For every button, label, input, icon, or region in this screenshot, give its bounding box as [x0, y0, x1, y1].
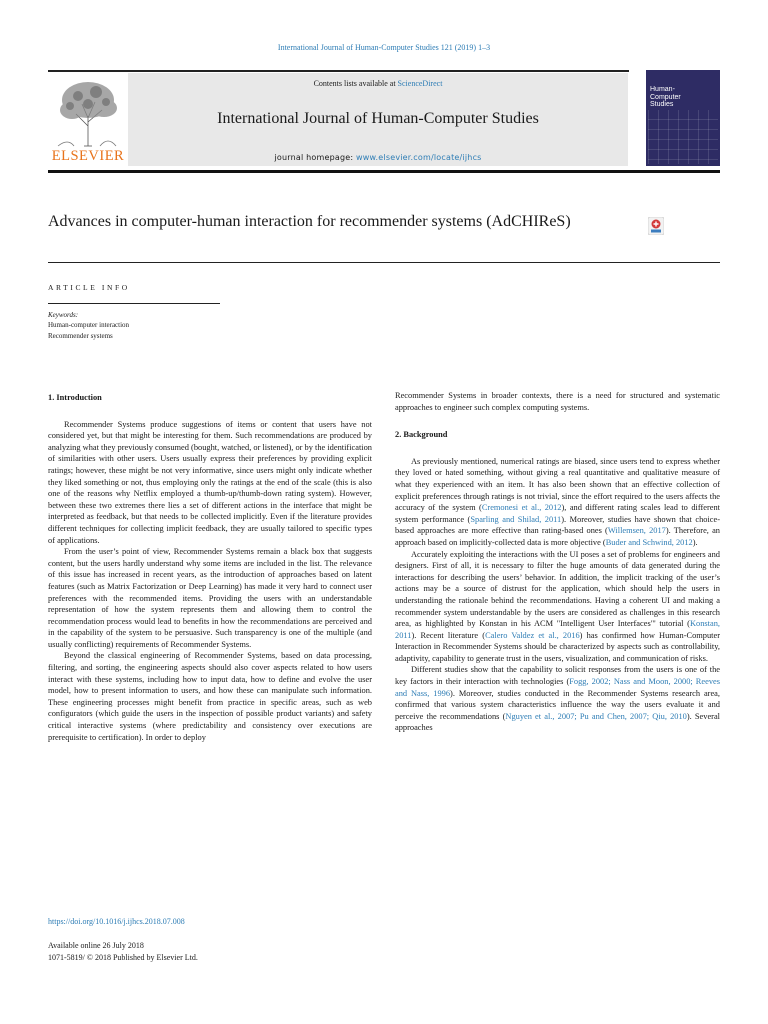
contents-line [128, 79, 628, 88]
paragraph-text: ). Recent literature ( [411, 630, 486, 640]
journal-homepage-line [128, 153, 628, 162]
reference-link[interactable]: Buder and Schwind, 2012 [605, 537, 693, 547]
paragraph-text: ), and different rating scales lead to different system performance ( [395, 503, 720, 524]
header-rule-top [48, 70, 629, 72]
article-info-heading: ARTICLE INFO [48, 283, 130, 292]
reference-link[interactable]: Nguyen et al., 2007; Pu and Chen, 2007; Qiu, 2010 [505, 711, 687, 721]
article-info-rule [48, 303, 220, 304]
header-rule-thick [48, 170, 720, 173]
article-title: Advances in computer-human interaction for recommender systems (AdCHIReS) [48, 213, 571, 230]
doi-link[interactable]: https://doi.org/10.1016/j.ijhcs.2018.07.008 [48, 917, 185, 926]
homepage-link[interactable]: www.elsevier.com/locate/ijhcs [356, 153, 482, 162]
elsevier-wordmark: ELSEVIER [51, 148, 125, 164]
paragraph-text: ). Moreover, studies conducted in the Recommender Systems research area, confirmed that various system characteristics influence the way the users evaluate it and perceive the recommendations ( [395, 688, 720, 721]
reference-link[interactable]: Fogg, 2002; Nass and Moon, 2000; Reeves and Nass, 1996 [395, 677, 720, 698]
paragraph [395, 456, 720, 549]
paragraph: Beyond the classical engineering of Recommender Systems, based on data processing, filtering, and sorting, the engineering aspects should also cover aspects related to how users interact with these systems, including how to input data, how to define and evolve the user model, how to present information to users, and how these can manipulate such information. These engineering processes might benefit from practice in specific areas, such as web configurators (which guide the users in the inspection of possible product variants) and safety critical interactive systems (where predictability and consistency over executions are prerequisite to certification). In order to deploy [48, 651, 372, 742]
journal-name: International Journal of Human-Computer Studies [217, 110, 539, 127]
sciencedirect-link[interactable]: ScienceDirect [397, 79, 443, 88]
body-column-right [395, 390, 720, 734]
paragraph-text: Different studies show that the capability to solicit responses from the users is one of the key factors in their interaction with technologies ( [395, 665, 720, 687]
available-online-date: Available online 26 July 2018 [48, 941, 144, 950]
keyword-item: Recommender systems [48, 332, 113, 340]
paragraph-text: Accurately exploiting the interactions with the UI poses a set of problems for engineers and designers. First of all, it is necessary to filter the huge amounts of data generated during the interactions for describing the users’ behavior. In addition, the implicit tracking of the user’s actions may be a source of distrust for the application, which should help the users in understanding the rationale behind the recommendations. Having a coherent UI and making a recommender system understandable by the users are considered as challenges in this research area, as highlighted by Konstan in his ACM "Intelligent User Interfaces"' tutorial ( [395, 549, 720, 629]
reference-link[interactable]: Calero Valdez et al., 2016 [485, 630, 580, 640]
journal-citation[interactable]: International Journal of Human-Computer Studies 121 (2019) 1–3 [277, 43, 491, 52]
paragraph-text: ) has confirmed how Human-Computer Interaction in Recommender Systems should be characterized by aspects such as controllability, adaptivity, capability to generate trust in the users, visualization, and communication of risks. [395, 630, 720, 663]
body-column-left [48, 392, 372, 743]
journal-cover-image [646, 70, 720, 166]
section-heading-introduction: 1. Introduction [48, 393, 102, 402]
paragraph [395, 549, 720, 665]
paragraph-text: ). Therefore, an approach based on implicitly-collected data is more objective ( [395, 526, 720, 547]
paragraph-text: ). Several approaches [395, 711, 721, 733]
keyword-item: Human-computer interaction [48, 321, 130, 329]
contents-prefix: Contents lists available at [313, 79, 398, 88]
paragraph [395, 664, 720, 734]
title-rule [48, 262, 720, 263]
cover-title: Human- Computer Studies [650, 86, 681, 108]
keywords-label: Keywords: [48, 311, 79, 319]
section-heading-background: 2. Background [395, 430, 448, 440]
reference-link[interactable]: Sparling and Shilad, 2011 [470, 514, 562, 524]
paragraph-text: ). Moreover, studies have shown that choice-based approaches are more effective than rating-based ones ( [395, 514, 720, 536]
homepage-prefix: journal homepage: [274, 153, 357, 162]
paragraph: Recommender Systems in broader contexts, there is a need for structured and systematic approaches to engineer such complex computing systems. [395, 391, 720, 412]
cover-pattern [648, 110, 718, 164]
reference-link[interactable]: Cremonesi et al., 2012 [481, 503, 562, 513]
issn-copyright: 1071-5819/ © 2018 Published by Elsevier Ltd. [48, 953, 198, 962]
reference-link[interactable]: Konstan, 2011 [395, 619, 720, 640]
paragraph-text: As previously mentioned, numerical ratings are biased, since users tend to express whether they loved or hated something, without giving a real quantitative and qualitative measure of what they experienced with an item. It has also been shown that an effective collection of explicit preferences through ratings is not trivial, since the effort required to the users affects the accuracy of the system ( [395, 456, 720, 513]
paragraph-text: ). [692, 537, 698, 547]
paragraph: From the user’s point of view, Recommender Systems remain a black box that suggests content, but the users hardly understand why some items are included in the list. The relevance of this issue has increased in recent years, as the introduction of approaches based on latent features (such as Matrix Factorization or Deep Learning) has made it very hard to connect user preferences with the recommended items. Providing the users with an understandable representation of how the system represents them and allowing them to control the recommendation process would lead to benefits in how the recommendations are perceived and in the capability of the system to be persuasive. Such transparency is one of the multiple (and usually conflicting) requirements of Recommender Systems. [48, 547, 372, 649]
crossmark-icon[interactable] [648, 217, 664, 235]
reference-link[interactable]: Willemsen, 2017 [607, 526, 666, 536]
paragraph: Recommender Systems produce suggestions of items or content that users have not considered yet, but that might be interesting for them. Such recommendations are produced by analyzing what they previously consumed (bought, watched, or listened), or by the identification of similarities with other users. Users usually express their preferences by providing explicit ratings; however, these might be not very informative, since users might only indicate whether they liked something or not, thus employing only the ratings at the end of the scale (this is also one of the reasons why Netflix employed a thumb-up/thumb-down rating system). However, between these two extremes there lies a set of different actions in the interface that might be interpreted as feedback, but that needs to be collected implicitly. Even if the literature provides different techniques for collecting implicit feedback, they are usually tailored to specific types of applications. [48, 419, 372, 545]
